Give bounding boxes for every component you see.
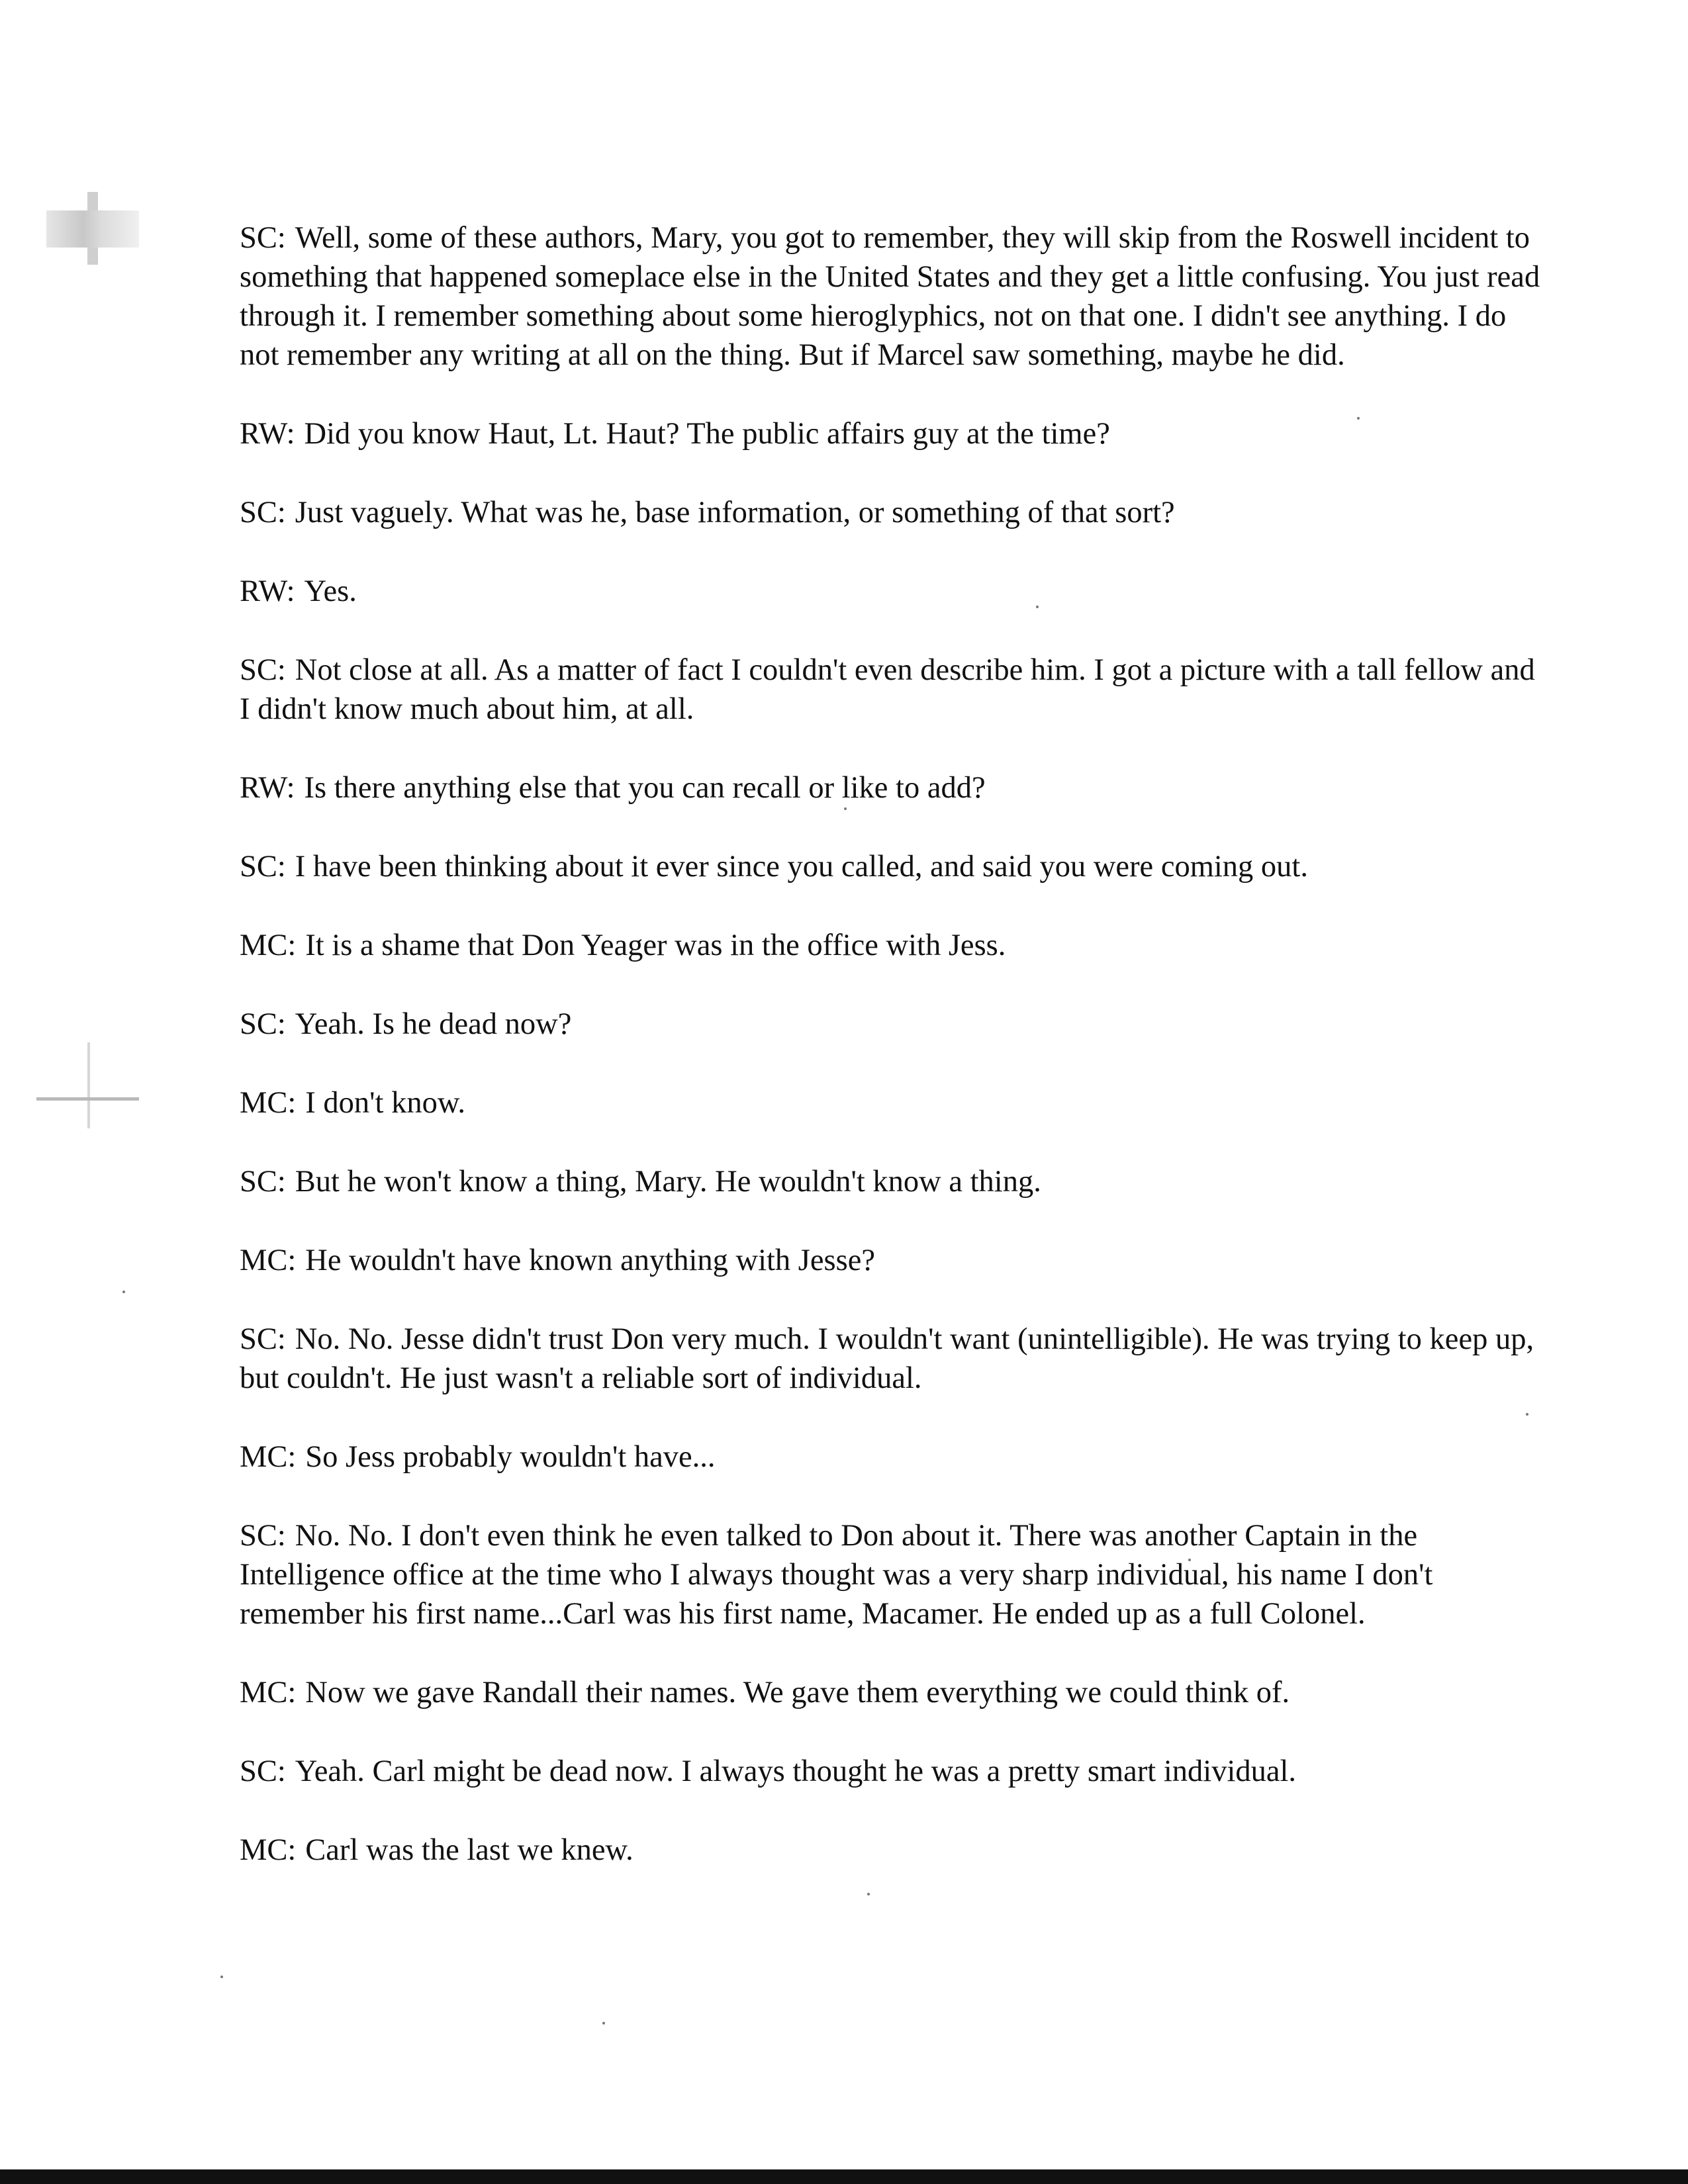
transcript-entry xyxy=(240,847,1550,886)
speaker-label: SC: xyxy=(240,1007,286,1041)
entry-text: I don't know. xyxy=(305,1086,465,1120)
transcript-entry xyxy=(240,1831,1550,1870)
entry-text: So Jess probably wouldn't have... xyxy=(305,1440,716,1474)
entry-text: Yes. xyxy=(304,574,357,608)
interview-transcript xyxy=(240,218,1550,1909)
speaker-label: MC: xyxy=(240,1244,297,1277)
speaker-label: MC: xyxy=(240,929,297,962)
transcript-entry xyxy=(240,1437,1550,1477)
entry-text: It is a shame that Don Yeager was in the office with Jess. xyxy=(305,929,1006,962)
transcript-entry xyxy=(240,572,1550,611)
entry-text: Is there anything else that you can recall or like to add? xyxy=(304,771,986,805)
entry-text: But he won't know a thing, Mary. He wouldn't know a thing. xyxy=(295,1165,1041,1199)
scan-artifact xyxy=(46,210,139,248)
transcript-entry xyxy=(240,926,1550,965)
transcript-entry xyxy=(240,1005,1550,1044)
speaker-label: MC: xyxy=(240,1676,297,1709)
entry-text: I have been thinking about it ever since you called, and said you were coming out. xyxy=(295,850,1308,884)
speaker-label: RW: xyxy=(240,417,295,451)
scan-speck xyxy=(122,1291,125,1293)
entry-text: No. No. Jesse didn't trust Don very much. I wouldn't want (unintelligible). He was trying to keep up, but couldn't. He just wasn't a reliable sort of individual. xyxy=(240,1322,1534,1395)
entry-text: Yeah. Carl might be dead now. I always thought he was a pretty smart individual. xyxy=(295,1754,1297,1788)
transcript-entry xyxy=(240,1241,1550,1280)
transcript-entry xyxy=(240,1083,1550,1122)
entry-text: Now we gave Randall their names. We gave them everything we could think of. xyxy=(305,1676,1290,1709)
transcript-entry xyxy=(240,493,1550,532)
scan-artifact xyxy=(36,1097,139,1101)
scan-bottom-edge xyxy=(0,2169,1688,2184)
speaker-label: MC: xyxy=(240,1440,297,1474)
speaker-label: SC: xyxy=(240,653,286,687)
transcript-entry xyxy=(240,768,1550,807)
speaker-label: SC: xyxy=(240,1322,286,1356)
entry-text: Not close at all. As a matter of fact I couldn't even describe him. I got a picture with a tall fellow and I didn't know much about him, at all. xyxy=(240,653,1535,726)
transcript-entry xyxy=(240,651,1550,729)
speaker-label: SC: xyxy=(240,496,286,529)
entry-text: Yeah. Is he dead now? xyxy=(295,1007,572,1041)
entry-text: Just vaguely. What was he, base information, or something of that sort? xyxy=(295,496,1175,529)
transcript-entry xyxy=(240,414,1550,453)
transcript-entry xyxy=(240,1752,1550,1791)
transcript-entry xyxy=(240,1162,1550,1201)
speaker-label: SC: xyxy=(240,1754,286,1788)
scan-speck xyxy=(220,1976,223,1978)
speaker-label: SC: xyxy=(240,221,286,255)
transcript-entry xyxy=(240,1673,1550,1712)
entry-text: Did you know Haut, Lt. Haut? The public affairs guy at the time? xyxy=(304,417,1110,451)
speaker-label: RW: xyxy=(240,574,295,608)
speaker-label: RW: xyxy=(240,771,295,805)
entry-text: Carl was the last we knew. xyxy=(305,1833,633,1867)
speaker-label: MC: xyxy=(240,1086,297,1120)
entry-text: No. No. I don't even think he even talked to Don about it. There was another Captain in the Intelligence office at the time who I always thought was a very sharp individual, his name I don't remember his first name...Carl was his first name, Macamer. He ended up as a full Colonel. xyxy=(240,1519,1433,1631)
transcript-entry xyxy=(240,1320,1550,1398)
entry-text: He wouldn't have known anything with Jesse? xyxy=(305,1244,876,1277)
transcript-entry xyxy=(240,218,1550,375)
speaker-label: MC: xyxy=(240,1833,297,1867)
scan-speck xyxy=(602,2022,605,2025)
transcript-entry xyxy=(240,1516,1550,1633)
speaker-label: SC: xyxy=(240,850,286,884)
speaker-label: SC: xyxy=(240,1165,286,1199)
speaker-label: SC: xyxy=(240,1519,286,1553)
scan-artifact xyxy=(87,1042,90,1128)
entry-text: Well, some of these authors, Mary, you got to remember, they will skip from the Roswell incident to something that happened someplace else in the United States and they get a little confusing. You just read through it. I remember something about some hieroglyphics, not on that one. I didn't see anything. I do not remember any writing at all on the thing. But if Marcel saw something, maybe he did. xyxy=(240,221,1540,372)
